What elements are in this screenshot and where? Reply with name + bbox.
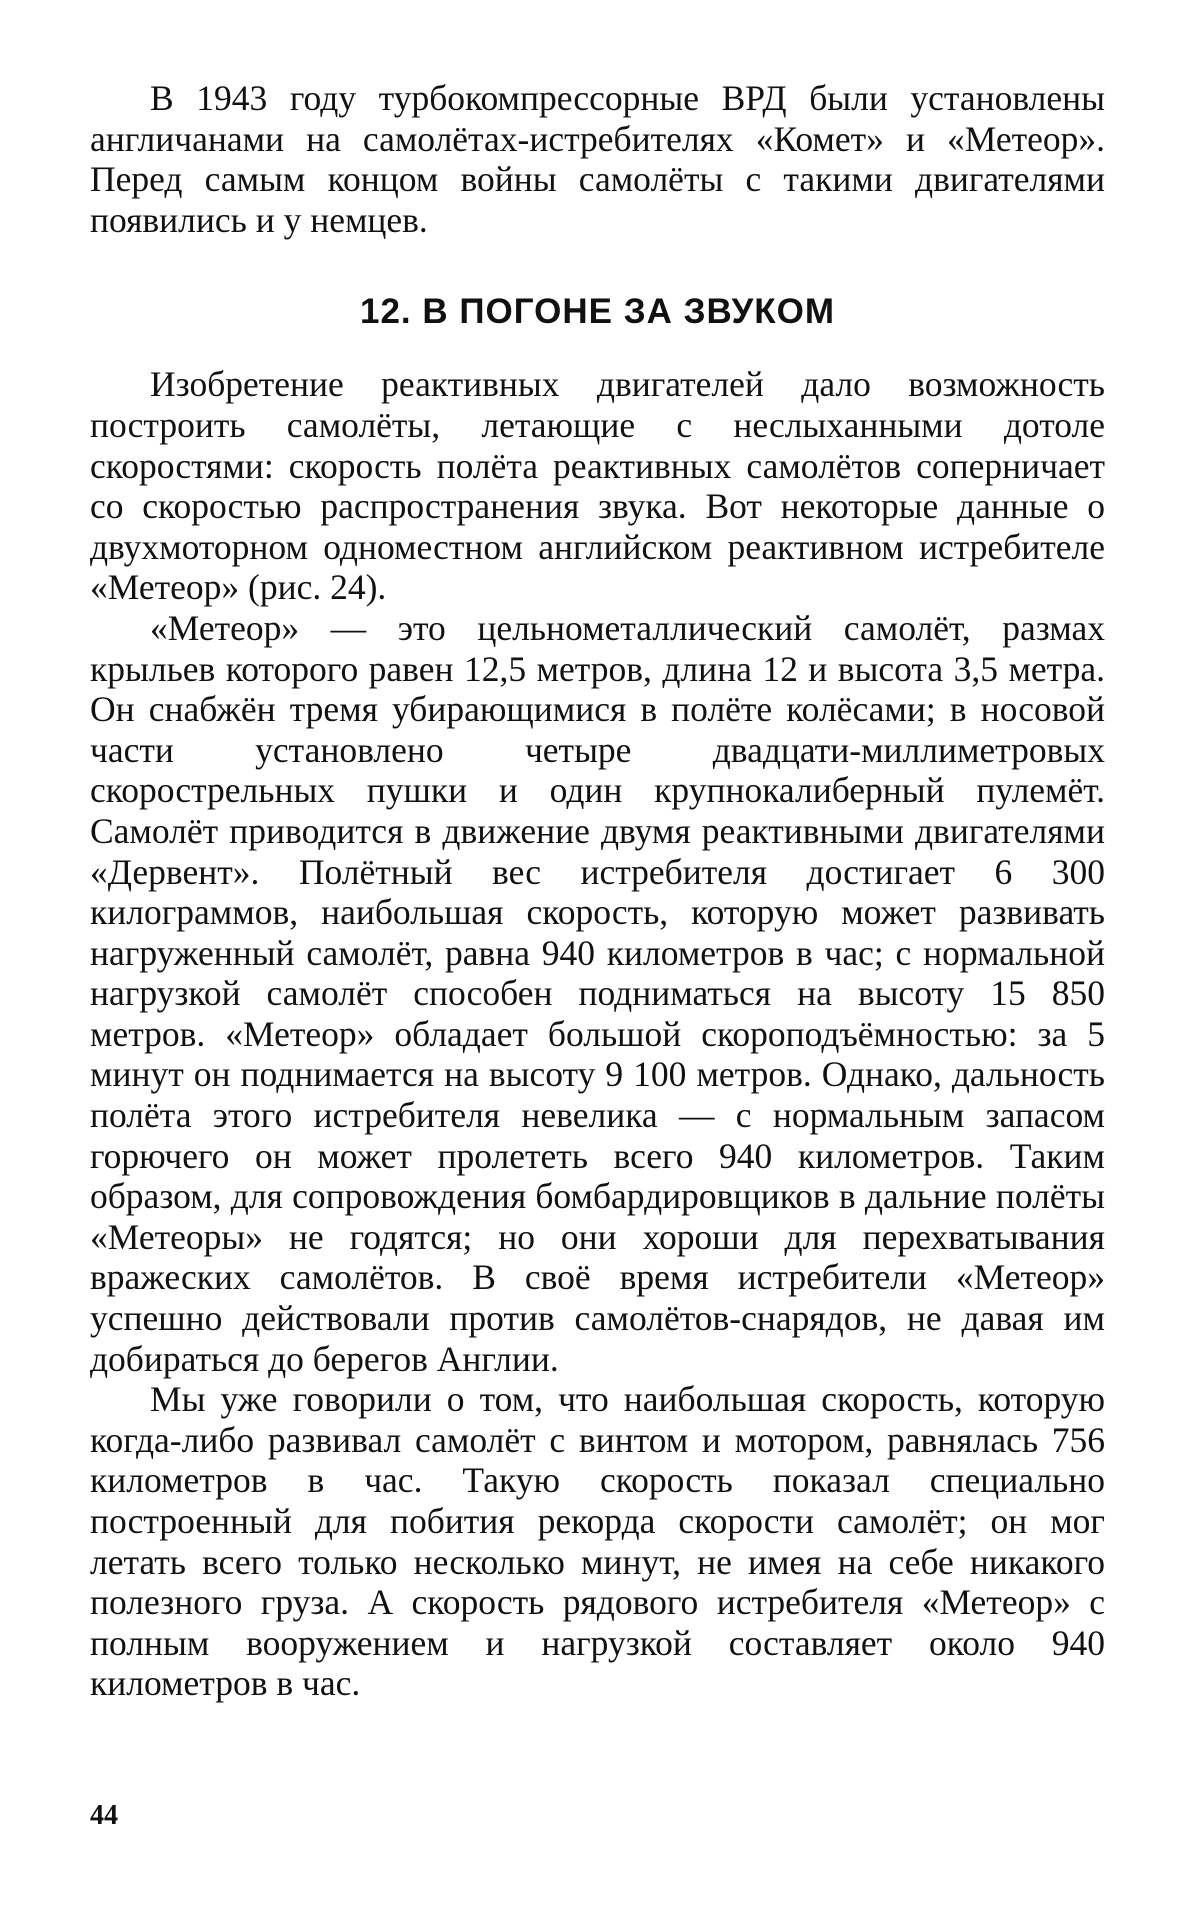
document-page (90, 78, 1105, 1704)
section-heading: 12. В ПОГОНЕ ЗА ЗВУКОМ (359, 292, 836, 332)
intro-paragraph: В 1943 году турбокомпрессорные ВРД были установлены англичанами на самолётах-истребителях «Комет» и «Метеор». Перед самым концом войны самолёты с такими двигателями появились и у немцев. (90, 78, 1105, 240)
body-paragraph-2: «Метеор» — это цельнометаллический самолёт, размах крыльев которого равен 12,5 метров, длина 12 и высота 3,5 метра. Он снабжён тремя убирающимися в полёте колёсами; в носовой части установлено четыре двадцати-миллиметровых скорострельных пушки и один крупнокалиберный пулемёт. Самолёт приводится в движение двумя реактивными двигателями «Дервент». Полётный вес истребителя достигает 6 300 килограммов, наибольшая скорость, которую может развивать нагруженный самолёт, равна 940 километров в час; с нормальной нагрузкой самолёт способен подниматься на высоту 15 850 метров. «Метеор» обладает большой скороподъёмностью: за 5 минут он поднимается на высоту 9 100 метров. Однако, дальность полёта этого истребителя невелика — с нормальным запасом горючего он может пролететь всего 940 километров. Таким образом, для сопровождения бомбардировщиков в дальние полёты «Метеоры» не годятся; но они хороши для перехватывания вражеских самолётов. В своё время истребители «Метеор» успешно действовали против самолётов-снарядов, не давая им добираться до берегов Англии. (90, 607, 1105, 1379)
body-paragraph-3: Мы уже говорили о том, что наибольшая скорость, которую когда-либо развивал самолёт с винтом и мотором, равнялась 756 километров в час. Такую скорость показал специально построенный для побития рекорда скорости самолёт; он мог летать всего только несколько минут, не имея на себе никакого полезного груза. А скорость рядового истребителя «Метеор» с полным вооружением и нагрузкой составляет около 940 километров в час. (90, 1379, 1105, 1704)
body-paragraph-1: Изобретение реактивных двигателей дало возможность построить самолёты, летающие с неслыханными дотоле скоростями: скорость полёта реактивных самолётов соперничает со скоростью распространения звука. Вот некоторые данные о двухмоторном одноместном английском реактивном истребителе «Метеор» (рис. 24). (90, 364, 1105, 608)
page-number: 44 (90, 1800, 118, 1831)
